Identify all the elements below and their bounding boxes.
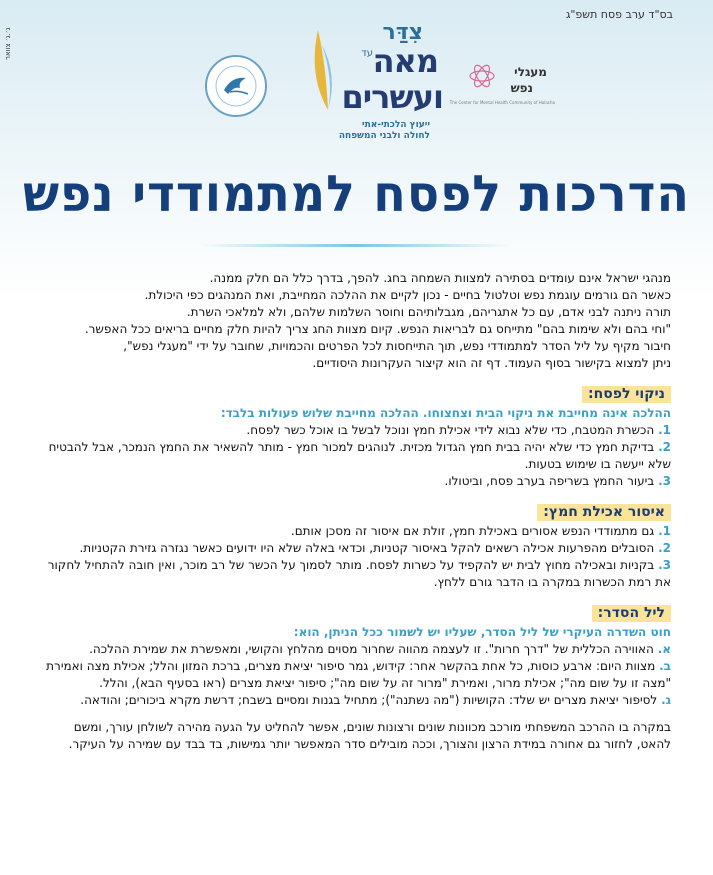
list-item xyxy=(42,557,671,591)
intro-line: תורה ניתנה לבני אדם, עם כל אתגריהם, מגבלותיהם וחוסר השלמות שלהם, ולא למלאכי השרת. xyxy=(186,305,671,319)
list-item xyxy=(42,473,671,490)
list-item xyxy=(42,658,671,692)
item-text: הכשרת המטבח, כדי שלא נבוא לידי אכילת חמץ ונוכל לבשל בו אוכל כשר לפסח. xyxy=(246,423,655,437)
item-text: בקניות ובאכילה מחוץ לבית יש להקפיד על כשרות לפסח. מותר לסמוך על הכשר של רב מוכר, ואין חובה להתחיל לחקור את רמת הכשרות במקרה בו הדבר גורם ללחץ. xyxy=(47,558,671,589)
item-number: ב. xyxy=(659,659,671,673)
logo-ad: עד xyxy=(361,48,373,59)
magalei-line-2: נפש xyxy=(510,81,533,95)
item-number: 1. xyxy=(658,524,671,538)
magalei-english: The Center for Mental Health Community of Halacha xyxy=(449,100,555,105)
intro-line: מנהגי ישראל אינם עומדים בסתירה למצוות השמחה בחג. להפך, בדרך כלל הם חלק ממנה. xyxy=(209,271,671,285)
logo-veesrim: ועשרים xyxy=(341,78,443,116)
item-text: הסובלים מהפרעות אכילה רשאים להקל באיסור קטניות, וכדאי באלה שלא היו ידועים כאשר נגזרה גזירת הקטניות. xyxy=(79,541,655,555)
item-number: א. xyxy=(657,642,671,656)
list-item xyxy=(42,641,671,658)
logo-mea: מאה xyxy=(372,42,438,80)
list-item xyxy=(42,422,671,439)
list-item xyxy=(42,540,671,557)
section-cleaning xyxy=(42,372,671,490)
logo-tagline-1: ייעוץ הלכתי-אתי xyxy=(361,120,430,130)
item-text: לסיפור יציאת מצרים יש שלד: הקושיות ("מה נשתנה"); מתחיל בגנות ומסיים בשבח; דרשת מקרא ביכורים; והודאה. xyxy=(80,693,658,707)
item-text: ביעור החמץ בשריפה בערב פסח, וביטולו. xyxy=(444,474,655,488)
item-text: האווירה הכללית של "דרך חרות". זו לעצמה מהווה שחרור מסוים מהלחץ והקושי, ומאפשרת את שמירת ההלכה. xyxy=(89,642,654,656)
wheat-leaf-icon xyxy=(298,25,338,115)
item-number: 2. xyxy=(658,440,671,454)
section-heading: איסור אכילת חמץ: xyxy=(537,504,671,521)
intro-line: כאשר הם גורמים עוגמת נפש וטלטול בחיים - נכון לקיים את ההלכה המחייבת, ואת המנהגים כפי היכולת. xyxy=(144,288,671,302)
intro-line: חיבור מקיף על ליל הסדר למתמודדי נפש, תוך התייחסות לכל הפרטים והכמויות, שחובר על ידי "מעגלי נפש", xyxy=(123,339,671,353)
item-number: 3. xyxy=(658,474,671,488)
title-divider xyxy=(200,244,510,247)
intro-line: "וחי בהם ולא שימות בהם" מתייחס גם לבריאות הנפש. קיום מצוות החג צריך להיות חלק מחיים בריאים ככל האפשר. xyxy=(84,322,671,336)
item-number: 2. xyxy=(658,541,671,555)
item-number: 3. xyxy=(658,558,671,572)
item-number: 1. xyxy=(658,423,671,437)
section-heading: ליל הסדר: xyxy=(592,605,671,622)
item-number: ג. xyxy=(661,693,671,707)
logo-tagline-2: לחולה ולבני המשפחה xyxy=(338,131,430,141)
dove-emblem-icon xyxy=(214,64,258,108)
magalei-line-1: מעגלי xyxy=(514,65,547,79)
side-code: ג׳.ג׳ צוואר xyxy=(4,27,12,60)
list-item xyxy=(42,692,671,709)
header-bsd: בס"ד ערב פסח תשפ"ג xyxy=(565,8,673,21)
section-subheading: חוט השדרה העיקרי של ליל הסדר, שעליו יש לשמור ככל הניתן, הוא: xyxy=(293,625,671,639)
section-subheading: ההלכה אינה מחייבת את ניקוי הבית וצחצוחו. ההלכה מחייבת שלוש פעולות בלבד: xyxy=(220,406,671,420)
tzadar-logo xyxy=(298,20,448,140)
section-seder xyxy=(42,591,671,753)
item-text: בדיקת חמץ כדי שלא יהיה בבית חמץ הגדול מכזית. לנוהגים למכור חמץ - מותר להשאיר את החמץ הנמכר, אבל להבטיח שלא ייעשה בו שימוש בטעות. xyxy=(48,440,671,471)
magalei-nefesh-logo xyxy=(449,55,555,110)
spacer xyxy=(42,709,671,719)
section-heading: ניקוי לפסח: xyxy=(582,386,671,403)
section-eating xyxy=(42,490,671,591)
closing-paragraph: במקרה בו ההרכב המשפחתי מורכב מכוונות שונים ורצונות שונים, אפשר להחליט על הגעה מהירה לשולחן עורך, ומשם להאט, לחזור גם אחורה במידת הרצון והצורך, וככה מובילים סדר המאפשר יותר גמישות, בד בבד עם שמירה על העיקר. xyxy=(68,720,671,751)
intro-line: ניתן למצוא בקישור בסוף העמוד. דף זה הוא קיצור העקרונות היסודיים. xyxy=(312,356,671,370)
orbit-flower-icon xyxy=(467,61,497,91)
page-title: הדרכות לפסח למתמודדי נפש xyxy=(23,165,690,223)
intro xyxy=(42,270,671,372)
list-item xyxy=(42,523,671,540)
logo-tzadar: צִדַּר xyxy=(382,20,423,45)
dove-emblem-logo xyxy=(205,55,267,117)
list-item xyxy=(42,439,671,473)
item-text: גם מתמודדי הנפש אסורים באכילת חמץ, זולת אם איסור זה מסכן אותם. xyxy=(290,524,655,538)
item-text: מצוות היום: ארבע כוסות, כל אחת בהקשר אחר: קידוש, גמר סיפור יציאת מצרים, ברכת המזון והלל; אכילת מצה ואמירת "מצה זו על שום מה"; אכילת מרור, ואמירת "מרור זה על שום מה"; סיפור יציאת מצרים (ראו בסעיף הבא), והלל. xyxy=(46,659,671,690)
content xyxy=(42,270,671,753)
